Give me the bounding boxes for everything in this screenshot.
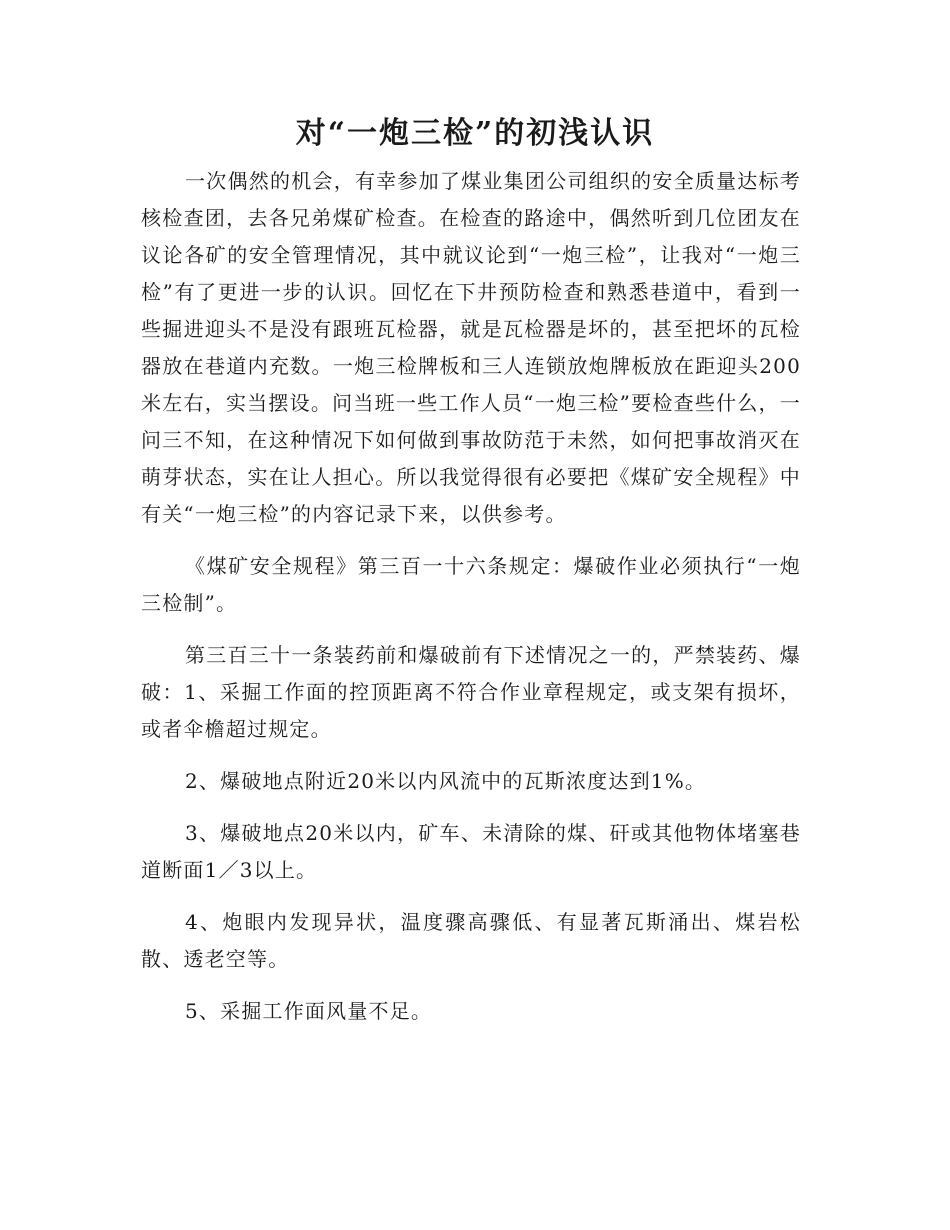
paragraph-item-4: 4、炮眼内发现异状，温度骤高骤低、有显著瓦斯涌出、煤岩松散、透老空等。	[141, 910, 801, 971]
paragraph-item-3: 3、爆破地点20米以内，矿车、未清除的煤、矸或其他物体堵塞巷道断面1／3以上。	[141, 821, 801, 882]
document-title: 对“一炮三检”的初浅认识	[295, 116, 655, 151]
document-body	[141, 163, 801, 1030]
paragraph-intro: 一次偶然的机会，有幸参加了煤业集团公司组织的安全质量达标考核检查团，去各兄弟煤矿检查。在检查的路途中，偶然听到几位团友在议论各矿的安全管理情况，其中就议论到“一炮三检”，让我对“一炮三检”有了更进一步的认识。回忆在下井预防检查和熟悉巷道中，看到一些掘进迎头不是没有跟班瓦检器，就是瓦检器是坏的，甚至把坏的瓦检器放在巷道内充数。一炮三检牌板和三人连锁放炮牌板放在距迎头200米左右，实当摆设。问当班一些工作人员“一炮三检”要检查些什么，一问三不知，在这种情况下如何做到事故防范于未然，如何把事故消灭在萌芽状态，实在让人担心。所以我觉得很有必要把《煤矿安全规程》中有关“一炮三检”的内容记录下来，以供参考。	[141, 169, 801, 526]
paragraph-rule-316: 《煤矿安全规程》第三百一十六条规定：爆破作业必须执行“一炮三检制”。	[141, 554, 801, 615]
paragraph-item-2: 2、爆破地点附近20米以内风流中的瓦斯浓度达到1%。	[185, 769, 707, 793]
paragraph-rule-331: 第三百三十一条装药前和爆破前有下述情况之一的，严禁装药、爆破：1、采掘工作面的控顶距离不符合作业章程规定，或支架有损坏，或者伞檐超过规定。	[141, 643, 801, 741]
paragraph-item-5: 5、采掘工作面风量不足。	[185, 999, 433, 1023]
